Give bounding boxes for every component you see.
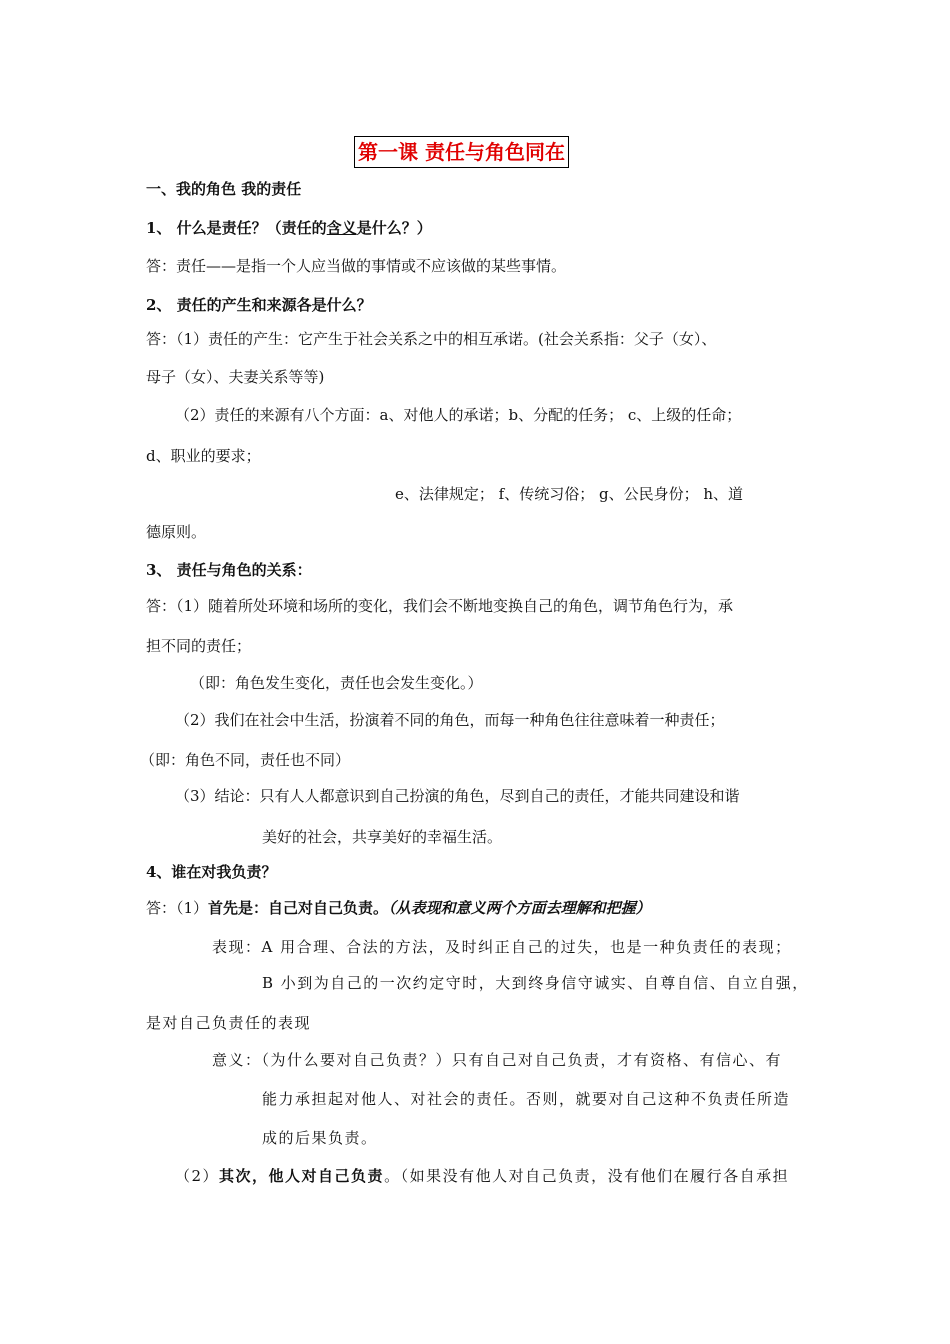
- meaning-line-2: 能力承担起对他人、对社会的责任。否则，就要对自己这种不负责任所造: [262, 1090, 791, 1108]
- lesson-title: 第一课 责任与角色同在: [354, 136, 569, 168]
- answer-2-line-3: （2）责任的来源有八个方面：a、对他人的承诺；b、分配的任务； c、上级的任命；: [175, 406, 742, 424]
- answer-3-line-4: （3）结论：只有人人都意识到自己扮演的角色，尽到自己的责任，才能共同建设和谐: [175, 787, 740, 805]
- performance-c: 是对自己负责任的表现: [146, 1014, 312, 1032]
- answer-3-line-3: （2）我们在社会中生活，扮演着不同的角色，而每一种角色往往意味着一种责任；: [175, 711, 725, 729]
- answer-2-line-1: 答：（1）责任的产生：它产生于社会关系之中的相互承诺。(社会关系指：父子（女）、: [146, 330, 717, 348]
- q1-underlined: 含义: [326, 219, 357, 237]
- answer-3-line-1: 答：（1）随着所处环境和场所的变化，我们会不断地变换自己的角色，调节角色行为，承: [146, 597, 734, 615]
- question-3-heading: 3、 责任与角色的关系：: [146, 561, 312, 579]
- performance-a: 表现：A 用合理、合法的方法，及时纠正自己的过失，也是一种负责任的表现；: [212, 938, 792, 956]
- answer-4b-rest: 。（如果没有他人对自己负责，没有他们在履行各自承担: [384, 1167, 790, 1185]
- answer-4-bold: 首先是：自己对自己负责。: [208, 899, 389, 917]
- performance-b: B 小到为自己的一次约定守时，大到终身信守诚实、自尊自信、自立自强，: [262, 974, 809, 992]
- answer-4-line-1: [146, 898, 651, 918]
- meaning-line-3: 成的后果负责。: [262, 1129, 378, 1147]
- answer-2-line-2: 母子（女）、夫妻关系等等): [146, 368, 325, 386]
- answer-3-line-5: 美好的社会，共享美好的幸福生活。: [262, 828, 503, 846]
- answer-2-line-5: e、法律规定； f、传统习俗； g、公民身份； h、道: [395, 485, 743, 503]
- answer-3-line-2: 担不同的责任；: [146, 637, 252, 655]
- question-2-heading: 2、 责任的产生和来源各是什么？: [146, 296, 372, 314]
- answer-2-line-6: 德原则。: [146, 523, 207, 541]
- answer-4b-bold: 其次，他人对自己负责: [219, 1167, 385, 1185]
- question-4-heading: 4、谁在对我负责？: [146, 863, 277, 881]
- q1-pre: 1、 什么是责任？（责任的: [146, 219, 327, 237]
- answer-1: 答：责任——是指一个人应当做的事情或不应该做的某些事情。: [146, 257, 567, 275]
- answer-4b-prefix: （2）: [175, 1167, 220, 1185]
- question-1-heading: [146, 218, 432, 238]
- answer-4-line-2: [175, 1166, 789, 1186]
- answer-3-note-1: （即：角色发生变化，责任也会发生变化。）: [190, 674, 483, 692]
- answer-3-note-2: （即：角色不同，责任也不同）: [140, 751, 351, 769]
- section-heading: 一、我的角色 我的责任: [146, 180, 302, 198]
- answer-2-line-4: d、职业的要求；: [146, 447, 261, 465]
- meaning-line-1: 意义：（为什么要对自己负责？）只有自己对自己负责，才有资格、有信心、有: [212, 1051, 783, 1069]
- q1-post: 是什么？）: [356, 219, 432, 237]
- answer-4-italic: （从表现和意义两个方面去理解和把握）: [388, 899, 651, 917]
- answer-4-prefix: 答：（1）: [146, 899, 209, 917]
